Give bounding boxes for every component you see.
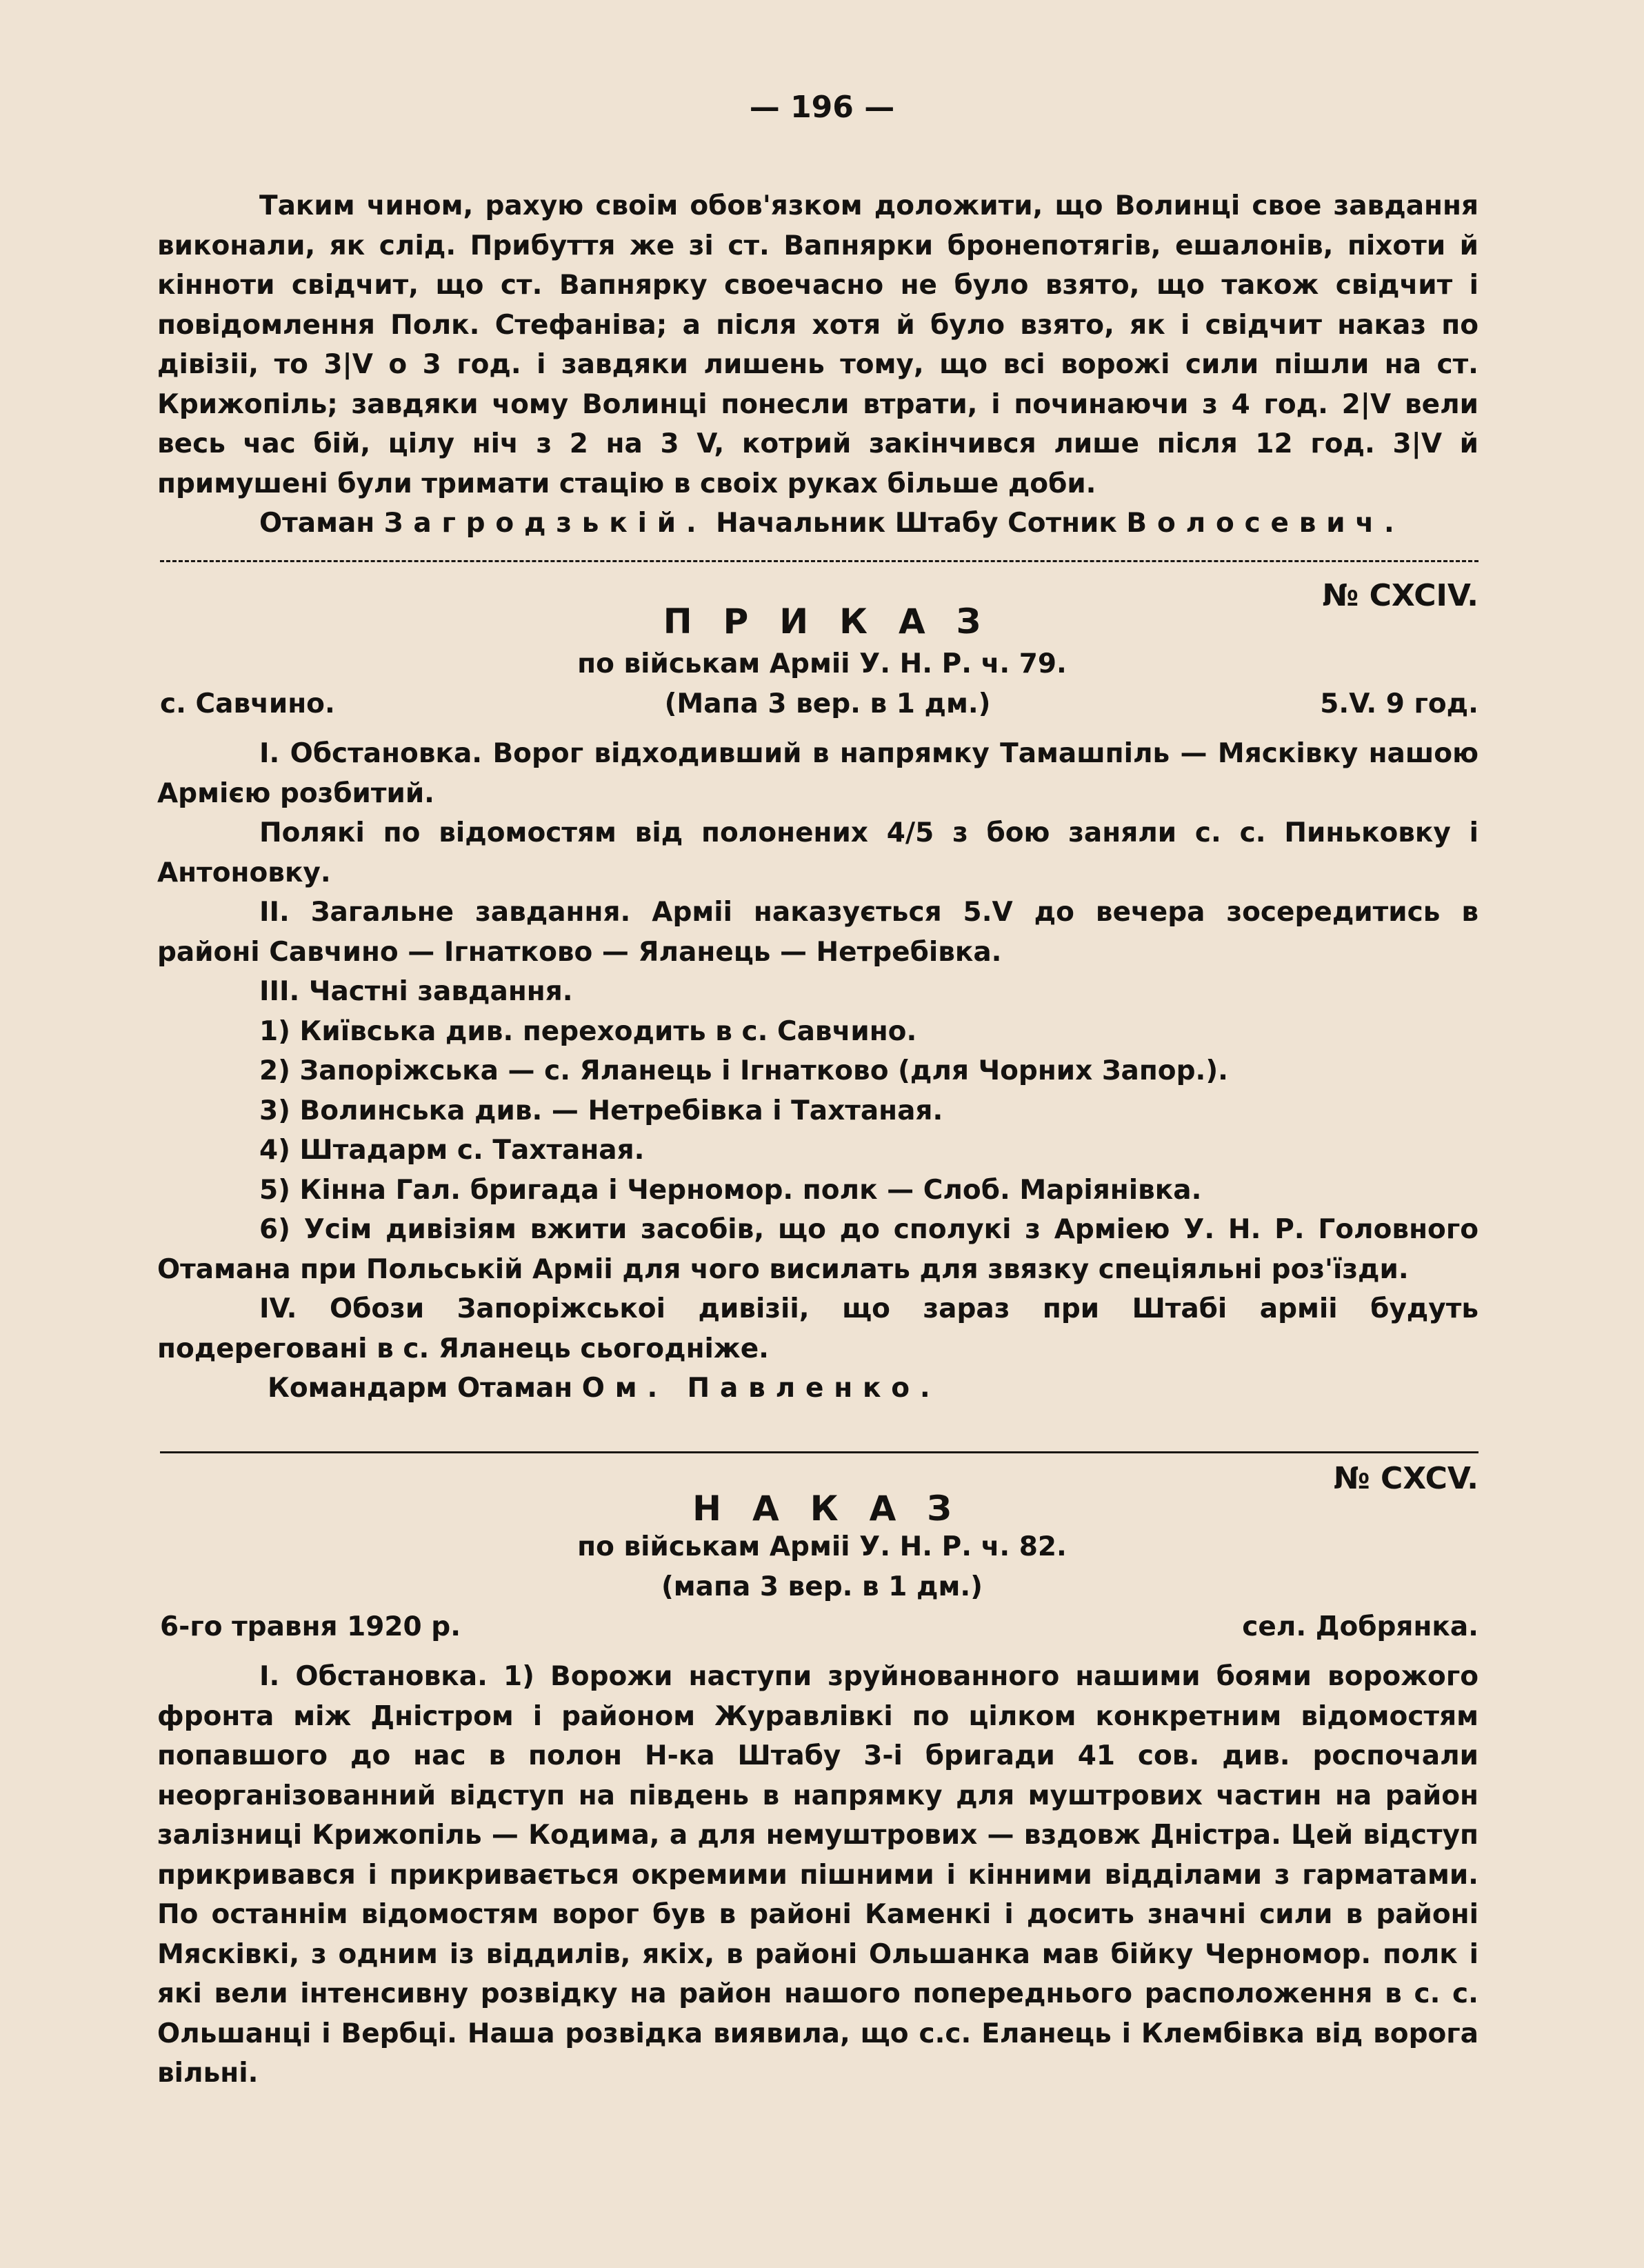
page-number: — 196 — <box>749 90 895 125</box>
order2-place: сел. Добрянка. <box>1242 1611 1478 1642</box>
order1-body <box>157 734 1478 1409</box>
order1-convoys: IV. Обози Запоріжськоі дивізіі, що зараз при Штабі арміі будуть подереговані в с. Яланець сьогодніже. <box>157 1293 1478 1364</box>
order1-poles: Полякі по відомостям від полонених 4/5 з бою заняли с. с. Пиньковку і Антоновку. <box>157 817 1478 888</box>
intro-paragraph: Таким чином, рахую своім обов'язком доложити, що Волинці свое завдання виконали, як слід. Прибуття же зі ст. Вапнярки бронепотягів, ешалонів, піхоти й кінноти свідчит, що ст. Вапнярку своечасно не було взято, що також свідчит і повідомлення Полк. Стефаніва; а після хотя й було взято, як і свідчит наказ по дівізіі, то 3|V о 3 год. і завдяки лишень тому, що всі ворожі сили пішли на ст. Крижопіль; завдяки чому Волинці понесли втрати, і починаючи з 4 год. 2|V вели весь час бій, цілу ніч з 2 на 3 V, котрий закінчився лише після 12 год. 3|V й примушені були тримати стацію в своіх руках більше доби. <box>157 190 1478 499</box>
intro-section <box>157 186 1478 544</box>
signature-name-zagrodzky: Загродзькій. <box>383 508 707 539</box>
order1-place: с. Савчино. <box>160 688 335 719</box>
signature-name-pavlenko: Ом. Павленко. <box>581 1373 941 1404</box>
order2-map-scale: (мапа 3 вер. в 1 дм.) <box>661 1571 983 1602</box>
order1-general-task: II. Загальне завдання. Арміі наказується 5.V до вечера зосередитись в районі Савчино — Ігнатково — Яланець — Нетребівка. <box>157 897 1478 968</box>
order2-number: № CXCV. <box>1333 1461 1478 1496</box>
order2-body <box>157 1657 1478 2093</box>
order2-title: НАКАЗ <box>692 1489 983 1529</box>
order1-signature <box>157 1369 1478 1409</box>
order1-map-scale: (Мапа 3 вер. в 1 дм.) <box>664 688 991 719</box>
order1-item: 4) Штадарм с. Тахтаная. <box>259 1135 645 1166</box>
signature-title-commander: Командарм Отаман <box>268 1373 573 1404</box>
order1-date: 5.V. 9 год. <box>1320 688 1478 719</box>
intro-signature <box>157 504 1478 544</box>
order1-item: 5) Кінна Гал. бригада і Черномор. полк — Слоб. Маріянівка. <box>259 1174 1202 1206</box>
order1-item-6: 6) Усім дивізіям вжити засобів, що до сполукі з Арміею У. Н. Р. Головного Отамана при Польській Арміі для чого висилать для звязку спеціяльні роз'їзди. <box>157 1214 1478 1285</box>
order2-subtitle: по військам Арміі У. Н. Р. ч. 82. <box>577 1531 1067 1562</box>
order1-particular-tasks: III. Частні завдання. <box>259 976 573 1007</box>
order1-subtitle: по військам Арміі У. Н. Р. ч. 79. <box>577 648 1067 679</box>
divider-2 <box>160 1451 1478 1453</box>
order1-number: № CXCIV. <box>1322 578 1478 613</box>
order1-header-row <box>160 688 1478 719</box>
order1-item: 3) Волинська див. — Нетребівка і Тахтаная. <box>259 1095 943 1126</box>
signature-title-chief: Начальник Штабу Сотник <box>716 508 1117 539</box>
order2-header-row <box>160 1611 1478 1642</box>
order2-situation: I. Обстановка. 1) Ворожи наступи зруйнованного нашими боями ворожого фронта між Дністром і районом Журавлівкі по цілком конкретним відомостям попавшого до нас в полон Н-ка Штабу 3-і бригади 41 сов. див. роспочали неорганізованний відступ на південь в напрямку для муштрових частин на район залізниці Крижопіль — Кодима, а для немуштрових — вздовж Дністра. Цей відступ прикривався і прикривається окремими пішними і кінними відділами з гарматами. По останнім відомостям ворог був в районі Каменкі і досить значні сили в районі Мясківкі, з одним із віддилів, якіх, в районі Ольшанка мав бійку Черномор. полк і які вели інтенсивну розвідку на район нашого попереднього расположення в с. с. Ольшанці і Вербці. Наша розвідка виявила, що с.с. Еланець і Клембівка від ворога вільні. <box>157 1661 1478 2089</box>
signature-title-otaman: Отаман <box>259 508 375 539</box>
order1-situation: I. Обстановка. Ворог відходивший в напрямку Тамашпіль — Мясківку нашою Армією розбитий. <box>157 738 1478 809</box>
order1-item: 1) Київська див. переходить в с. Савчино. <box>259 1015 917 1047</box>
signature-name-volosevych: Волосевич. <box>1126 508 1405 539</box>
order1-item: 2) Запоріжська — с. Яланець і Ігнатково (для Чорних Запор.). <box>259 1055 1228 1086</box>
order2-date: 6-го травня 1920 р. <box>160 1611 461 1642</box>
divider-1 <box>160 560 1478 562</box>
order1-title: ПРИКАЗ <box>663 601 1012 641</box>
